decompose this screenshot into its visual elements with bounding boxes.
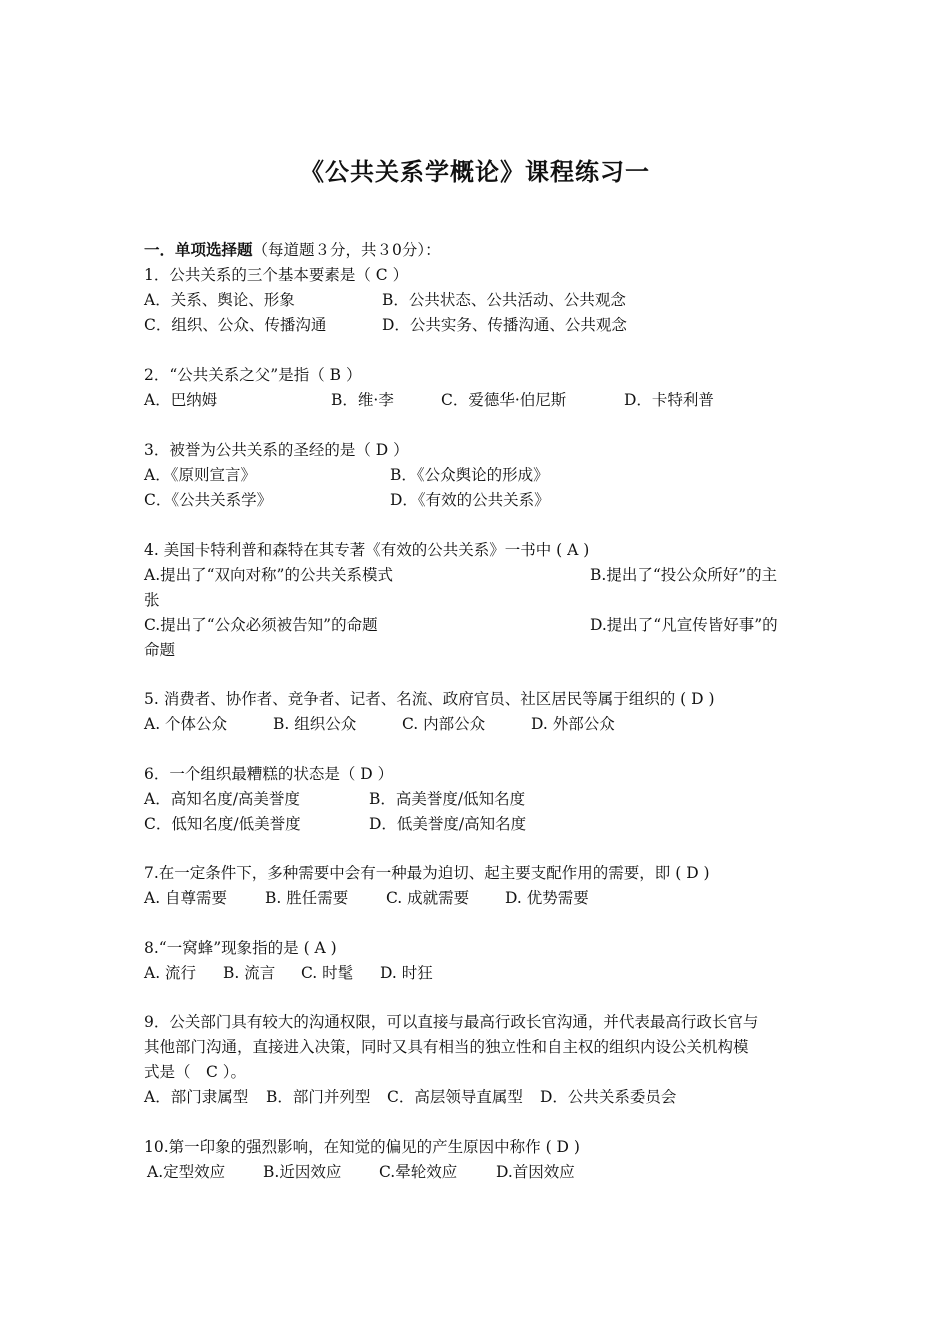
question-10-option-a: A.定型效应 <box>147 1163 226 1181</box>
question-9-option-d: D．公共关系委员会 <box>540 1088 677 1106</box>
question-1-option-a: A．关系、舆论、形象 <box>144 291 295 309</box>
section-heading <box>144 239 441 261</box>
question-7-stem: 7.在一定条件下，多种需要中会有一种最为迫切、起主要支配作用的需要，即 ( D ) <box>144 864 710 882</box>
question-1-option-c: C．组织、公众、传播沟通 <box>144 316 327 334</box>
question-3-option-b: B．《公众舆论的形成》 <box>390 466 549 484</box>
question-8-option-d: D. 时狂 <box>380 964 433 982</box>
question-9-option-a: A．部门隶属型 <box>144 1088 249 1106</box>
question-4-stem: 4. 美国卡特利普和森特在其专著《有效的公共关系》一书中 ( A ) <box>144 541 590 559</box>
question-7-option-a: A. 自尊需要 <box>144 889 228 907</box>
question-5-option-a: A. 个体公众 <box>144 715 228 733</box>
document-title: 《公共关系学概论》课程练习一 <box>300 157 650 186</box>
question-5-option-b: B. 组织公众 <box>273 715 357 733</box>
question-6-option-d: D．低美誉度/高知名度 <box>369 815 527 833</box>
question-8-option-a: A. 流行 <box>144 964 197 982</box>
question-3-stem: 3．被誉为公共关系的圣经的是（ D ） <box>144 441 409 459</box>
question-7-option-b: B. 胜任需要 <box>265 889 349 907</box>
question-2-option-b: B．维·李 <box>331 391 394 409</box>
question-3-option-c: C．《公共关系学》 <box>144 491 273 509</box>
question-9-option-b: B．部门并列型 <box>266 1088 371 1106</box>
question-10-option-b: B.近因效应 <box>263 1163 342 1181</box>
question-6-stem: 6．一个组织最糟糕的状态是（ D ） <box>144 765 394 783</box>
question-1-option-b: B．公共状态、公共活动、公共观念 <box>382 291 626 309</box>
question-5-stem: 5. 消费者、协作者、竞争者、记者、名流、政府官员、社区居民等属于组织的 ( D ) <box>144 690 715 708</box>
question-2-stem: 2．“公共关系之父”是指（ B ） <box>144 366 362 384</box>
question-6-option-b: B．高美誉度/低知名度 <box>369 790 526 808</box>
question-9-stem-line-1: 9．公关部门具有较大的沟通权限，可以直接与最高行政长官沟通，并代表最高行政长官与 <box>144 1013 759 1031</box>
question-7-option-c: C. 成就需要 <box>386 889 470 907</box>
question-6-option-a: A．高知名度/高美誉度 <box>144 790 300 808</box>
question-10-stem: 10.第一印象的强烈影响，在知觉的偏见的产生原因中称作 ( D ) <box>144 1138 580 1156</box>
question-8-option-b: B. 流言 <box>223 964 276 982</box>
question-4-option-b: B.提出了“投公众所好”的主 <box>590 566 778 584</box>
section-heading-label: 一．单项选择题 <box>144 240 253 259</box>
question-2-option-a: A．巴纳姆 <box>144 391 218 409</box>
question-6-option-c: C．低知名度/低美誉度 <box>144 815 301 833</box>
question-2-option-d: D．卡特利普 <box>624 391 714 409</box>
question-7-option-d: D. 优势需要 <box>505 889 589 907</box>
question-1-stem: 1．公共关系的三个基本要素是（ C ） <box>144 266 409 284</box>
question-8-stem: 8.“一窝蜂”现象指的是 ( A ) <box>144 939 337 957</box>
question-9-option-c: C．高层领导直属型 <box>387 1088 523 1106</box>
question-4-option-a: A.提出了“双向对称”的公共关系模式 <box>144 566 393 584</box>
question-9-stem-line-2: 其他部门沟通，直接进入决策，同时又具有相当的独立性和自主权的组织内设公关机构模 <box>144 1038 749 1056</box>
question-3-option-d: D．《有效的公共关系》 <box>390 491 550 509</box>
question-4-option-d-wrap: 命题 <box>144 641 176 659</box>
question-10-option-c: C.晕轮效应 <box>379 1163 458 1181</box>
question-5-option-d: D. 外部公众 <box>531 715 615 733</box>
question-3-option-a: A．《原则宣言》 <box>144 466 256 484</box>
question-4-option-c: C.提出了“公众必须被告知”的命题 <box>144 616 378 634</box>
question-10-option-d: D.首因效应 <box>496 1163 575 1181</box>
question-8-option-c: C. 时髦 <box>301 964 354 982</box>
question-4-option-b-wrap: 张 <box>144 591 160 609</box>
question-9-stem-line-3: 式是（ C ）。 <box>144 1063 247 1081</box>
question-1-option-d: D．公共实务、传播沟通、公共观念 <box>382 316 627 334</box>
section-heading-note: （每道题３分，共３0分）： <box>252 241 441 259</box>
question-4-option-d: D.提出了“凡宣传皆好事”的 <box>590 616 778 634</box>
question-2-option-c: C．爱德华·伯尼斯 <box>441 391 567 409</box>
question-5-option-c: C. 内部公众 <box>402 715 486 733</box>
